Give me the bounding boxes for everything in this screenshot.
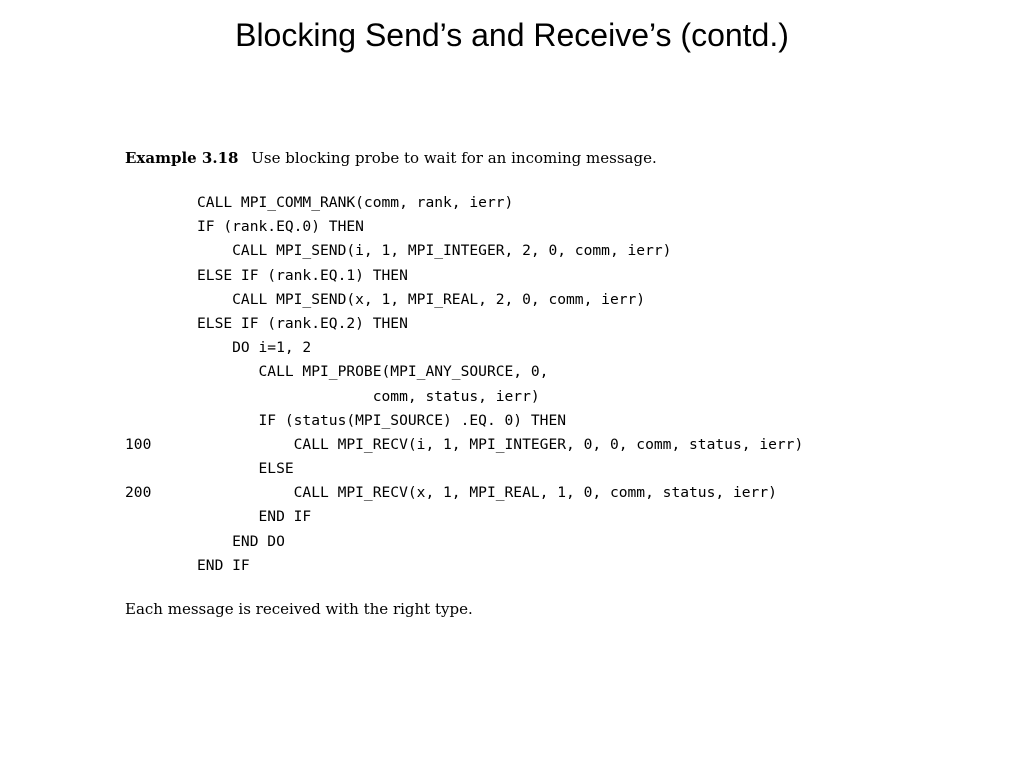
code-line [125, 457, 945, 481]
code-text: DO i=1, 2 [197, 339, 312, 357]
code-text: ELSE [197, 460, 294, 478]
code-text: CALL MPI_PROBE(MPI_ANY_SOURCE, 0, [197, 363, 549, 381]
code-line [125, 530, 945, 554]
code-text: IF (status(MPI_SOURCE) .EQ. 0) THEN [197, 411, 567, 429]
closing-text: Each message is received with the right type. [125, 600, 473, 618]
code-line [125, 264, 945, 288]
code-line [125, 336, 945, 360]
code-line [125, 385, 945, 409]
line-label: 100 [125, 435, 152, 453]
example-label: Example 3.18 [125, 149, 239, 167]
line-label: 200 [125, 484, 152, 502]
code-line [125, 215, 945, 239]
code-line [125, 288, 945, 312]
code-text: IF (rank.EQ.0) THEN [197, 218, 364, 236]
code-text: comm, status, ierr) [197, 387, 540, 405]
code-line [125, 191, 945, 215]
example-description: Use blocking probe to wait for an incoming message. [251, 149, 657, 167]
code-text: END IF [197, 508, 312, 526]
example-heading [125, 146, 657, 170]
code-line [125, 409, 945, 433]
code-line [125, 554, 945, 578]
code-text: CALL MPI_COMM_RANK(comm, rank, ierr) [197, 194, 514, 211]
code-text: CALL MPI_RECV(i, 1, MPI_INTEGER, 0, 0, comm, status, ierr) [197, 435, 804, 453]
code-line [125, 481, 945, 505]
code-line [125, 239, 945, 263]
code-line [125, 360, 945, 384]
code-text: CALL MPI_SEND(i, 1, MPI_INTEGER, 2, 0, comm, ierr) [197, 242, 672, 260]
code-line [125, 505, 945, 529]
code-line [125, 433, 945, 457]
code-text: END DO [197, 532, 285, 550]
code-line [125, 312, 945, 336]
code-text: ELSE IF (rank.EQ.1) THEN [197, 266, 408, 284]
code-text: CALL MPI_SEND(x, 1, MPI_REAL, 2, 0, comm, ierr) [197, 290, 646, 308]
slide-title: Blocking Send’s and Receive’s (contd.) [235, 17, 789, 53]
code-text: CALL MPI_RECV(x, 1, MPI_REAL, 1, 0, comm, status, ierr) [197, 484, 777, 502]
code-listing [125, 191, 945, 578]
code-text: ELSE IF (rank.EQ.2) THEN [197, 314, 408, 332]
code-text: END IF [197, 556, 250, 574]
